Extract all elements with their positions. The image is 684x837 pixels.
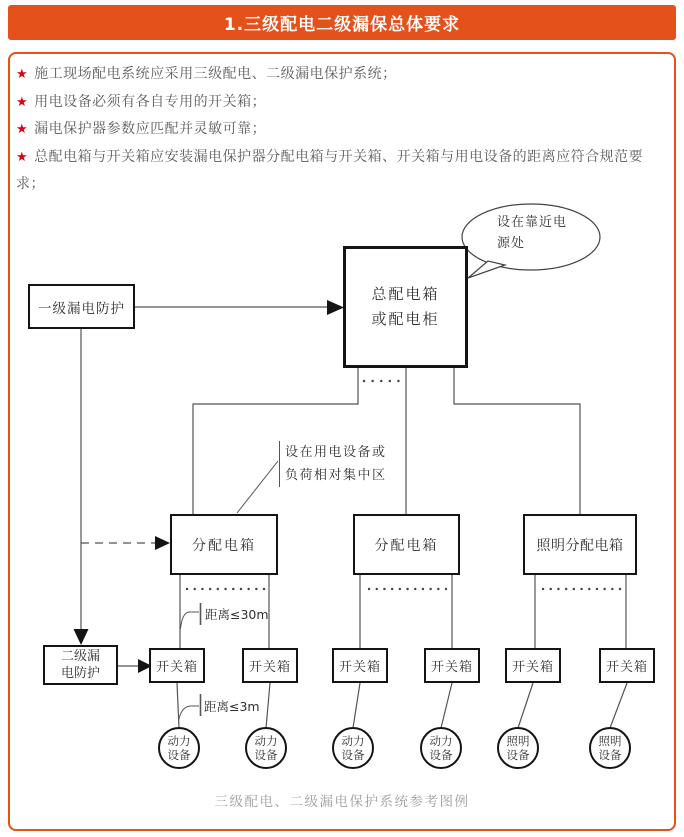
lighting-device-1: 照明设备: [497, 727, 539, 769]
distance-30m-label: 距离≤30m: [205, 607, 269, 622]
note-load-area-text: 设在用电设备或负荷相对集中区: [279, 441, 389, 487]
requirement-text: 求；: [16, 176, 45, 192]
diagram-caption: 三级配电、二级漏电保护系统参考图例: [214, 794, 470, 810]
power-device-3: 动力设备: [332, 727, 374, 769]
lighting-device-2: 照明设备: [589, 727, 631, 769]
requirement-item: [16, 116, 668, 144]
switch-box-6: 开关箱: [599, 648, 655, 683]
requirement-item: [16, 61, 668, 89]
requirement-text: 用电设备必须有各自专用的开关箱；: [34, 93, 267, 110]
switch-box-1: 开关箱: [149, 648, 205, 683]
level2-leakage-protection-box: 二级漏电防护: [43, 645, 118, 685]
requirements-list: [16, 61, 668, 199]
main-distribution-box: 总配电箱 或配电柜: [343, 246, 468, 368]
requirement-item-continuation: [16, 171, 668, 199]
distribution-box-2: 分配电箱: [353, 514, 460, 575]
requirement-text: 施工现场配电系统应采用三级配电、二级漏电保护系统；: [34, 66, 397, 82]
power-device-2: 动力设备: [245, 727, 287, 769]
switch-box-4: 开关箱: [424, 648, 480, 683]
distance-3m-label: 距离≤3m: [204, 699, 260, 714]
star-bullet-icon: ★: [16, 122, 29, 137]
requirement-item: [16, 89, 668, 117]
power-device-1: 动力设备: [158, 727, 200, 769]
requirement-text: 总配电箱与开关箱应安装漏电保护器分配电箱与开关箱、开关箱与用电设备的距离应符合规范要: [34, 148, 644, 165]
requirement-item: [16, 144, 668, 172]
power-device-4: 动力设备: [420, 727, 462, 769]
switch-box-3: 开关箱: [332, 648, 388, 683]
level1-leakage-protection-box: 一级漏电防护: [28, 284, 135, 329]
switch-box-5: 开关箱: [505, 648, 561, 683]
page-title: 1.三级配电二级漏保总体要求: [223, 15, 461, 35]
lighting-distribution-box: 照明分配电箱: [523, 514, 637, 575]
distribution-box-1: 分配电箱: [170, 514, 278, 575]
requirement-text: 漏电保护器参数应匹配并灵敏可靠；: [34, 121, 267, 137]
star-bullet-icon: ★: [16, 67, 29, 82]
switch-box-2: 开关箱: [242, 648, 298, 683]
star-bullet-icon: ★: [16, 149, 29, 165]
callout-power-source-text: 设在靠近电源处: [497, 215, 568, 251]
star-bullet-icon: ★: [16, 94, 29, 110]
